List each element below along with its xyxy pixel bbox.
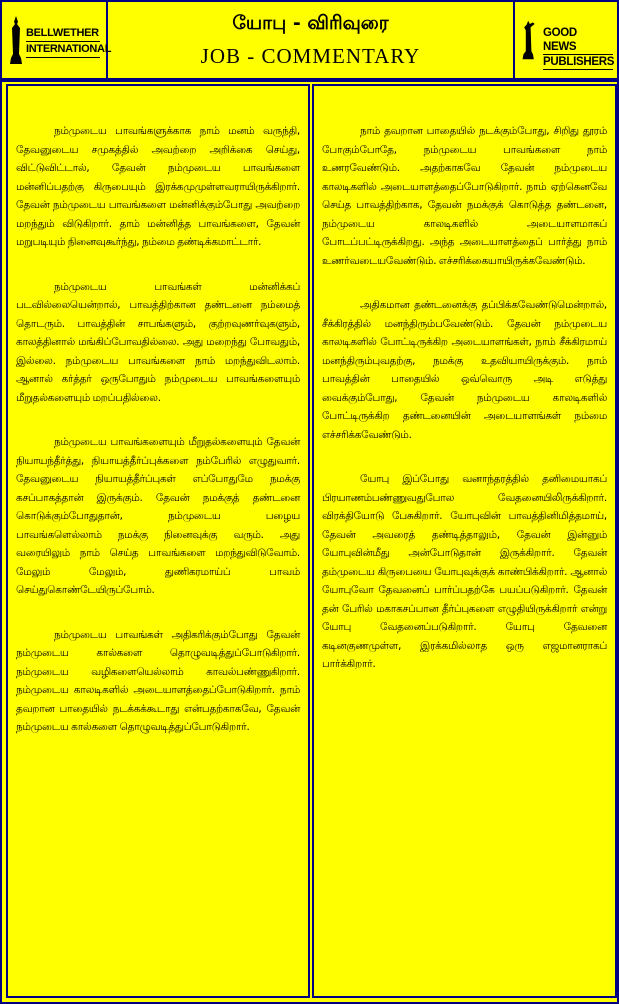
right-column	[312, 84, 617, 998]
logo-right-line1: GOOD NEWS	[543, 26, 613, 55]
logo-right-line2: PUBLISHERS	[543, 56, 615, 68]
paragraph: அதிகமான தண்டனைக்கு தப்பிக்கவேண்டுமென்றால், சீக்கிரத்தில் மனந்திரும்பவேண்டும். தேவன் நம்முடைய காலடிகளில் போட்டிருக்கிற அடையாளங்கள், நாம் சீக்கிரமாய் மனந்திரும்புவதற்கு, நமக்கு உதவியாயிருக்கும். நாம் பாவத்தின் பாதையில் ஒவ்வொரு அடி எடுத்து வைக்கும்போது, தேவன் நம்முடைய காலடிகளில் போட்டிருக்கிற தண்டனையின் அடையாளங்கள் நம்மை எச்சரிக்கவேண்டும்.	[322, 299, 607, 441]
paragraph: நாம் தவறான பாதையில் நடக்கும்போது, சிறிது தூரம் போகும்போதே, நம்முடைய பாவங்களை நாம் உணரவேண்டும். அதற்காகவே தேவன் நம்முடைய காலடிகளில் அடையாளத்தைப்போடுகிறார். நாம் ஏற்கெனவே செய்த பாவத்திற்காக, தேவன் நமக்குக் கொடுத்த தண்டனை, நம்முடைய காலடிகளில் அடையாளமாகப் போடப்பட்டிருக்கிறது. அந்த அடையாளத்தைப் பார்த்து நாம் உணர்வடையவேண்டும். எச்சரிக்கையாயிருக்கவேண்டும்.	[322, 125, 607, 267]
logo-left-line1: BELLWETHER	[26, 26, 100, 42]
bellwether-figure-icon	[8, 14, 24, 66]
good-news-logo	[521, 12, 615, 68]
left-column	[6, 84, 310, 998]
header-right-logo-box	[513, 2, 617, 78]
header-title-box	[108, 2, 513, 78]
header-left-logo-box	[2, 2, 112, 78]
page-title-english: JOB - COMMENTARY	[200, 44, 421, 68]
paragraph: நம்முடைய பாவங்கள் மன்னிக்கப் படவில்லையென்றால், பாவத்திற்கான தண்டனை நம்மைத் தொடரும். பாவத்தின் சாபங்களும், குற்றவுணர்வுகளும், காலத்தினால் மங்கிப்போவதில்லை. அது மறைந்து போவதும், இல்லை. நம்முடைய பாவங்களை நாம் மறந்துவிடலாம். ஆனால் கர்த்தர் ஒருபோதும் நம்முடைய பாவங்களையும் மீறுதல்களையும் மறப்பதில்லை.	[16, 280, 300, 404]
logo-left-line2: INTERNATIONAL	[26, 42, 100, 58]
herald-figure-icon	[521, 14, 537, 66]
paragraph: யோபு இப்போது வனாந்தரத்தில் தனிமையாகப் பிரயாணம்பண்ணுவதுபோல வேதனையிலிருக்கிறார். விரக்தியோடு பேசுகிறார். யோபுவின் பாவத்தினிமித்தமாய், தேவன் அவரைத் தண்டித்தாலும், தேவன் இன்னும் யோபுவின்மீது அன்போடுதான் இருக்கிறார். தேவன் தம்முடைய கிருபையை யோபுவுக்குக் காண்பிக்கிறார். ஆனால் யோபுவோ தேவனைப் பார்ப்பதற்கே பயப்படுகிறார். தேவன் தன் பேரில் மகாகசப்பான தீர்ப்புகளை எழுதியிருக்கிறார் என்று யோபு வேதனைப்படுகிறார். யோபு தேவனை கடினகுணமுள்ள, இரக்கமில்லாத ஒரு எஜமானராகப் பார்க்கிறார்.	[322, 473, 607, 670]
paragraph: நம்முடைய பாவங்களுக்காக நாம் மனம் வருந்தி, தேவனுடைய சமுகத்தில் அவற்றை அறிக்கை செய்து, விட்டுவிட்டால், தேவன் நம்முடைய பாவங்களை மன்னிப்பதற்கு கிருபையும் இரக்கமுமுள்ளவராயிருக்கிறார். தேவன் நம்முடைய பாவங்களை மன்னிக்கும்போது அவற்றை மறந்தும் விடுகிறார். தாம் மன்னித்த பாவங்களை, தேவன் மறுபடியும் நினைவுகூர்ந்து, நம்மை தண்டிக்கமாட்டார்.	[16, 125, 300, 248]
header-divider	[2, 78, 617, 82]
bellwether-logo	[8, 12, 112, 68]
page-title-tamil: யோபு - விரிவுரை	[232, 12, 389, 34]
paragraph: நம்முடைய பாவங்களையும் மீறுதல்களையும் தேவன் நியாயந்தீர்த்து, நியாயத்தீர்ப்புக்களை நம்பேரில் எழுதுவார். தேவனுடைய நியாயத்தீர்ப்புகள் எப்போதுமே நமக்கு கசப்பாகத்தான் இருக்கும். தேவன் நமக்குத் தண்டனை கொடுக்கும்போதுதான், நம்முடைய பழைய பாவங்களெல்லாம் நமக்கு நினைவுக்கு வரும். அது வரையிலும் நாம் செய்த பாவங்களை மறந்துவிடுவோம். மேலும் மேலும், துணிகரமாய்ப் பாவம் செய்துகொண்டேயிருப்போம்.	[16, 436, 300, 596]
paragraph: நம்முடைய பாவங்கள் அதிகரிக்கும்போது தேவன் நம்முடைய கால்களை தொழுவடித்துப்போடுகிறார். நம்முடைய வழிகளையெல்லாம் காவல்பண்ணுகிறார். நம்முடைய காலடிகளில் அடையாளத்தைப்போடுகிறார். நாம் தவறான பாதையில் நடக்கக்கூடாது என்பதற்காகவே, தேவன் நம்முடைய கால்களை தொழுவடித்துப்போடுகிறார்.	[16, 628, 300, 733]
